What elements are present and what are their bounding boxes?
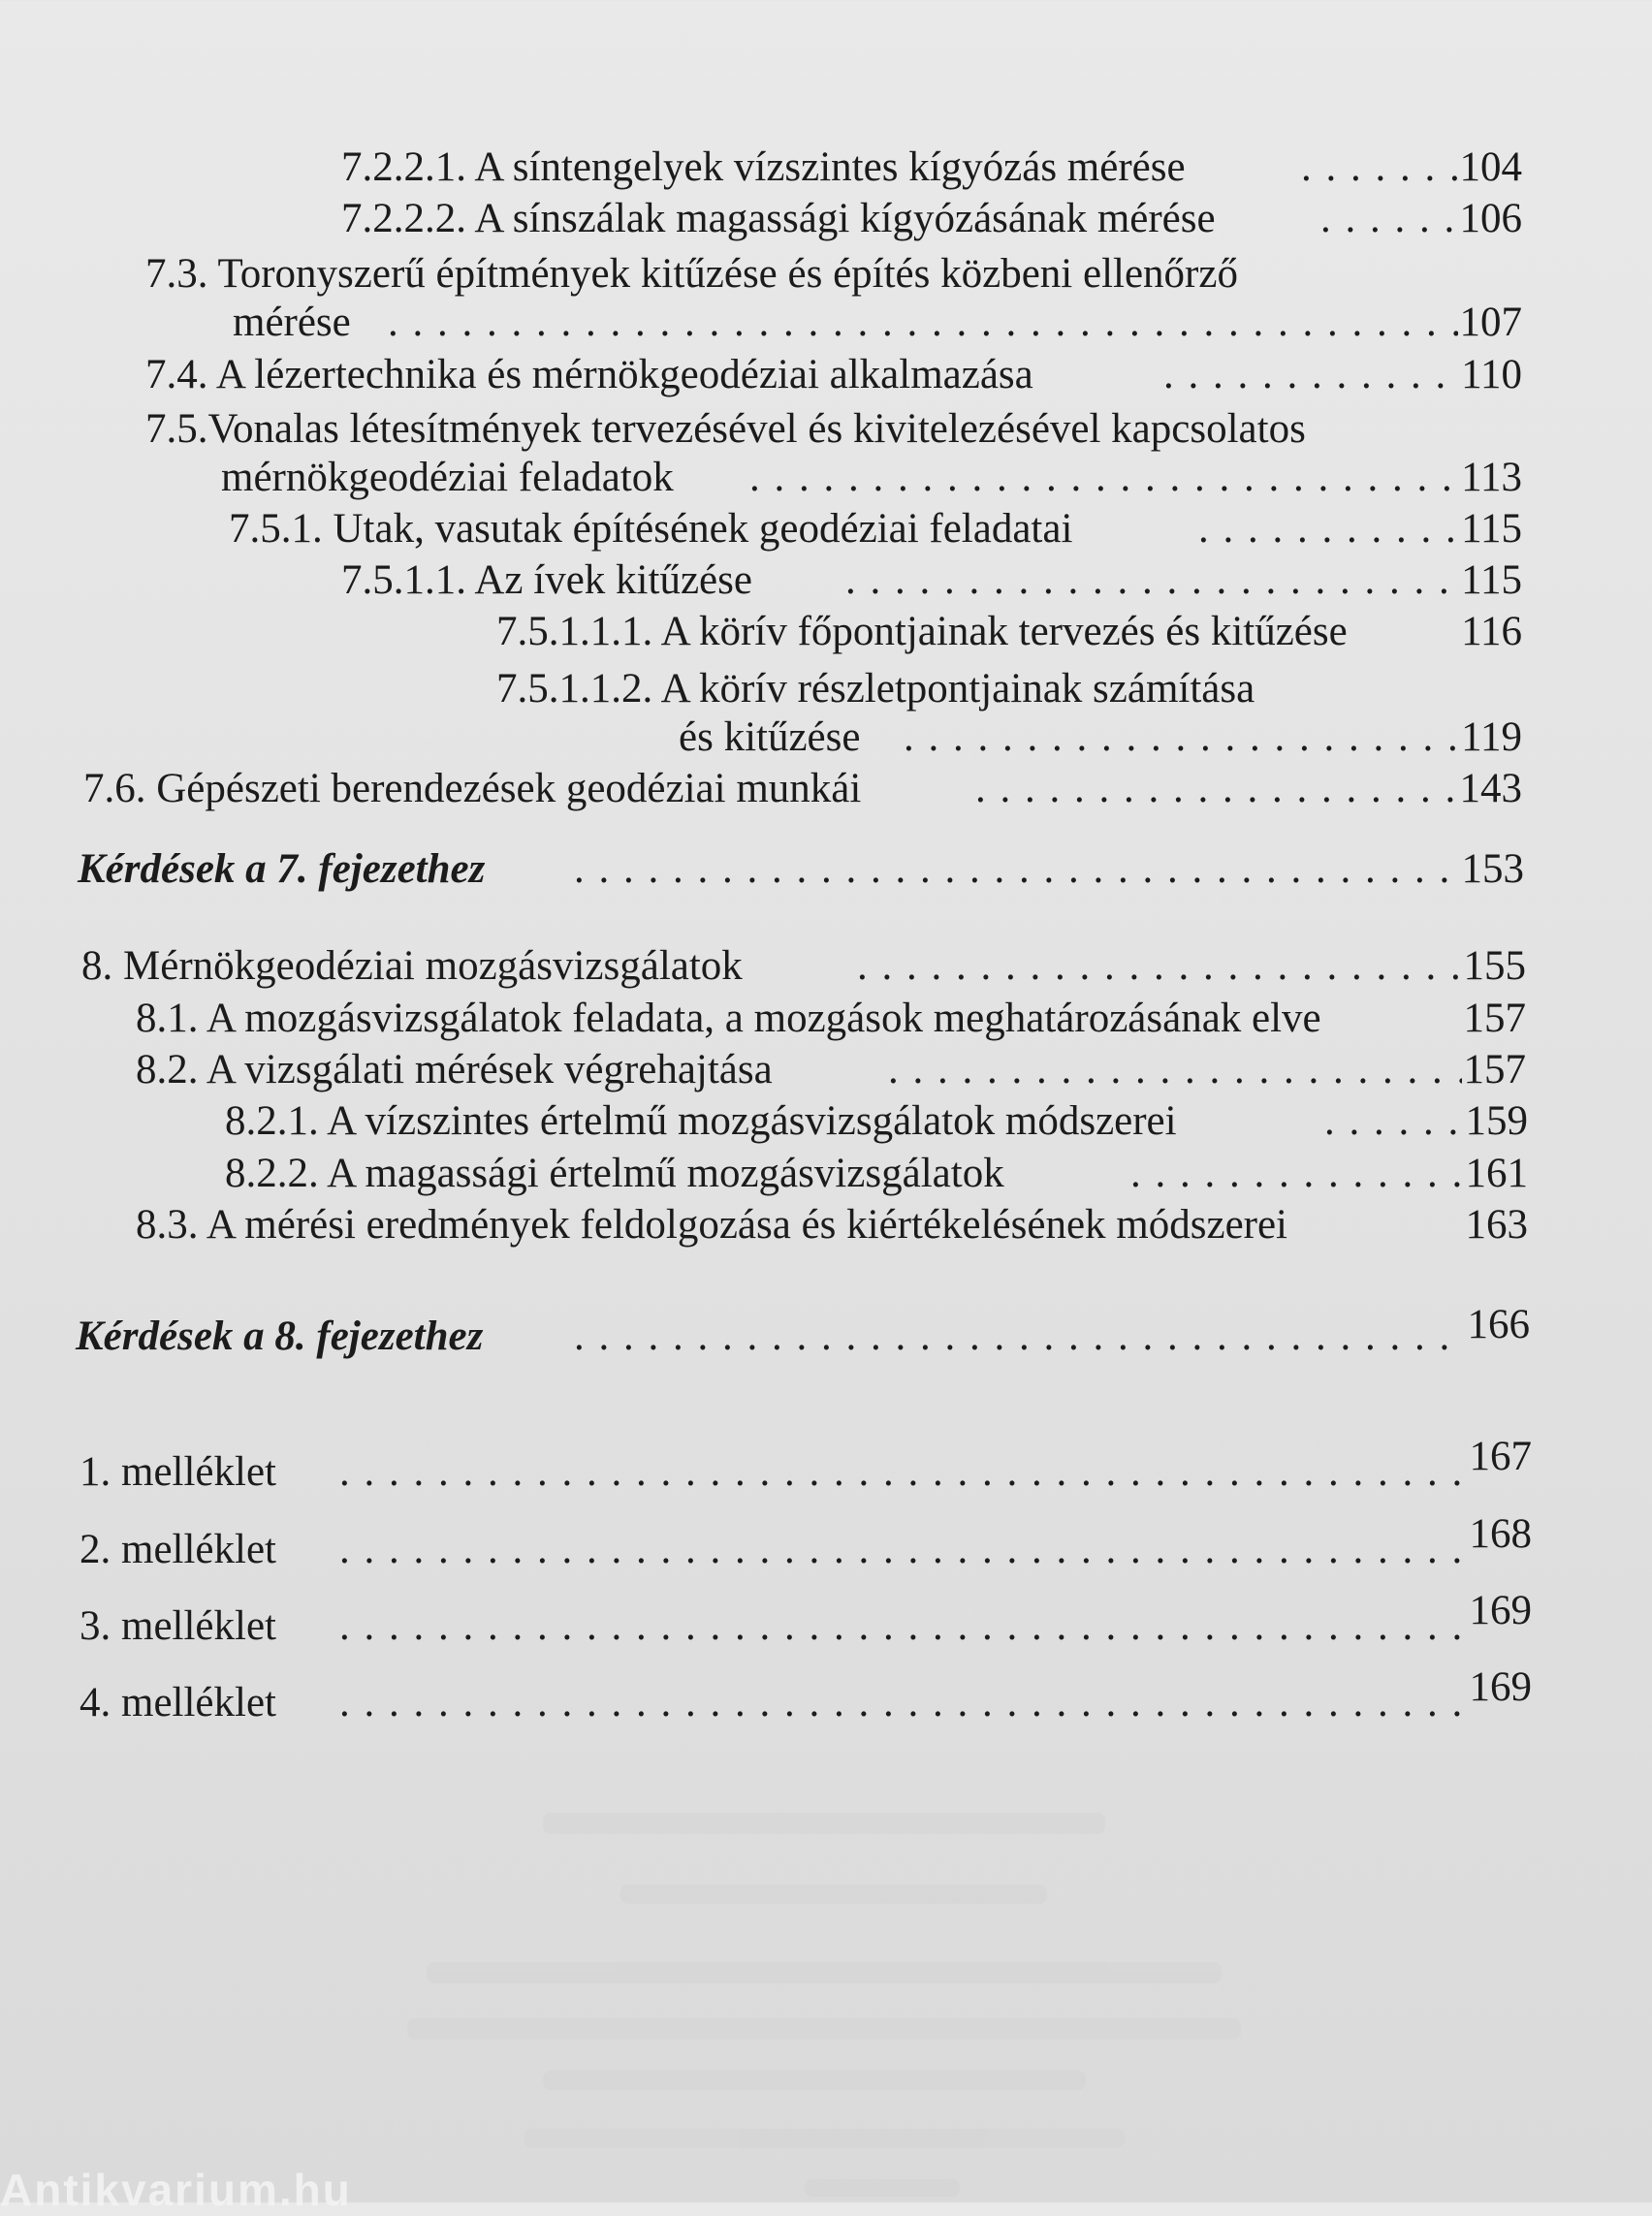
toc-entry-text: 7.5.1.1. Az ívek kitűzése bbox=[341, 557, 752, 603]
toc-page-number: 163 bbox=[1465, 1202, 1528, 1248]
toc-page-number: 167 bbox=[1469, 1434, 1532, 1479]
toc-entry-text: 4. melléklet bbox=[79, 1680, 276, 1725]
toc-page-number: 143 bbox=[1459, 766, 1522, 811]
toc-page-number: 161 bbox=[1465, 1151, 1528, 1196]
toc-page-number: 169 bbox=[1469, 1664, 1532, 1710]
toc-entry-text: 7.2.2.1. A síntengelyek vízszintes kígyózás mérése bbox=[341, 144, 1186, 190]
toc-entry-text: Kérdések a 7. fejezethez bbox=[78, 846, 486, 892]
toc-page-number: 113 bbox=[1461, 455, 1522, 500]
toc-page-number: 115 bbox=[1461, 557, 1522, 603]
toc-page-number: 110 bbox=[1461, 352, 1522, 397]
toc-entry-text: 7.3. Toronyszerű építmények kitűzése és építés közbeni ellenőrző bbox=[145, 251, 1238, 297]
toc-entry-text: 8.2.2. A magassági értelmű mozgásvizsgálatok bbox=[225, 1151, 1004, 1196]
toc-entry-text: 8.2. A vizsgálati mérések végrehajtása bbox=[136, 1047, 773, 1092]
toc-page-number: 116 bbox=[1461, 609, 1522, 654]
toc-entry-text: 8.1. A mozgásvizsgálatok feladata, a mozgások meghatározásának elve bbox=[136, 996, 1321, 1041]
watermark: Antikvarium.hu bbox=[0, 2165, 352, 2215]
toc-entry-text: 7.2.2.2. A sínszálak magassági kígyózásának mérése bbox=[341, 196, 1216, 241]
toc-entry-text: Kérdések a 8. fejezethez bbox=[76, 1314, 484, 1359]
toc-entry-text: 7.6. Gépészeti berendezések geodéziai munkái bbox=[83, 766, 862, 811]
toc-entry-text: mérnökgeodéziai feladatok bbox=[221, 455, 674, 500]
toc-page-number: 166 bbox=[1467, 1302, 1530, 1347]
toc-entry-text: 8.2.1. A vízszintes értelmű mozgásvizsgálatok módszerei bbox=[225, 1098, 1177, 1144]
toc-page-number: 157 bbox=[1463, 1047, 1526, 1092]
toc-page-number: 153 bbox=[1461, 846, 1524, 892]
toc-entry-text: 2. melléklet bbox=[79, 1527, 276, 1572]
toc-page-number: 106 bbox=[1459, 196, 1522, 241]
toc-entry-text: 1. melléklet bbox=[79, 1449, 276, 1495]
toc-entry-text: 3. melléklet bbox=[79, 1603, 276, 1649]
toc-page-number: 159 bbox=[1465, 1098, 1528, 1144]
toc-page-number: 107 bbox=[1459, 300, 1522, 345]
toc-page-number: 155 bbox=[1463, 943, 1526, 989]
toc-page-number: 104 bbox=[1459, 144, 1522, 190]
toc-entry-text: mérése bbox=[233, 300, 351, 345]
toc-entry-text: 7.5.1.1.1. A körív főpontjainak tervezés és kitűzése bbox=[496, 609, 1348, 654]
toc-page-number: 119 bbox=[1461, 714, 1522, 760]
toc-entry-text: 8.3. A mérési eredmények feldolgozása és kiértékelésének módszerei bbox=[136, 1202, 1288, 1248]
toc-page-number: 115 bbox=[1461, 506, 1522, 552]
toc-entry-text: 7.5.1. Utak, vasutak építésének geodéziai feladatai bbox=[229, 506, 1073, 552]
toc-entry-text: 8. Mérnökgeodéziai mozgásvizsgálatok bbox=[81, 943, 743, 989]
toc-entry-text: 7.4. A lézertechnika és mérnökgeodéziai alkalmazása bbox=[145, 352, 1033, 397]
toc-page-number: 169 bbox=[1469, 1588, 1532, 1633]
toc-page-number: 168 bbox=[1469, 1511, 1532, 1557]
toc-page-number: 157 bbox=[1463, 996, 1526, 1041]
toc-entry-text: 7.5.1.1.2. A körív részletpontjainak számítása bbox=[496, 666, 1255, 712]
toc-entry-text: 7.5.Vonalas létesítmények tervezésével és kivitelezésével kapcsolatos bbox=[145, 406, 1306, 452]
toc-entry-text: és kitűzése bbox=[679, 714, 861, 760]
